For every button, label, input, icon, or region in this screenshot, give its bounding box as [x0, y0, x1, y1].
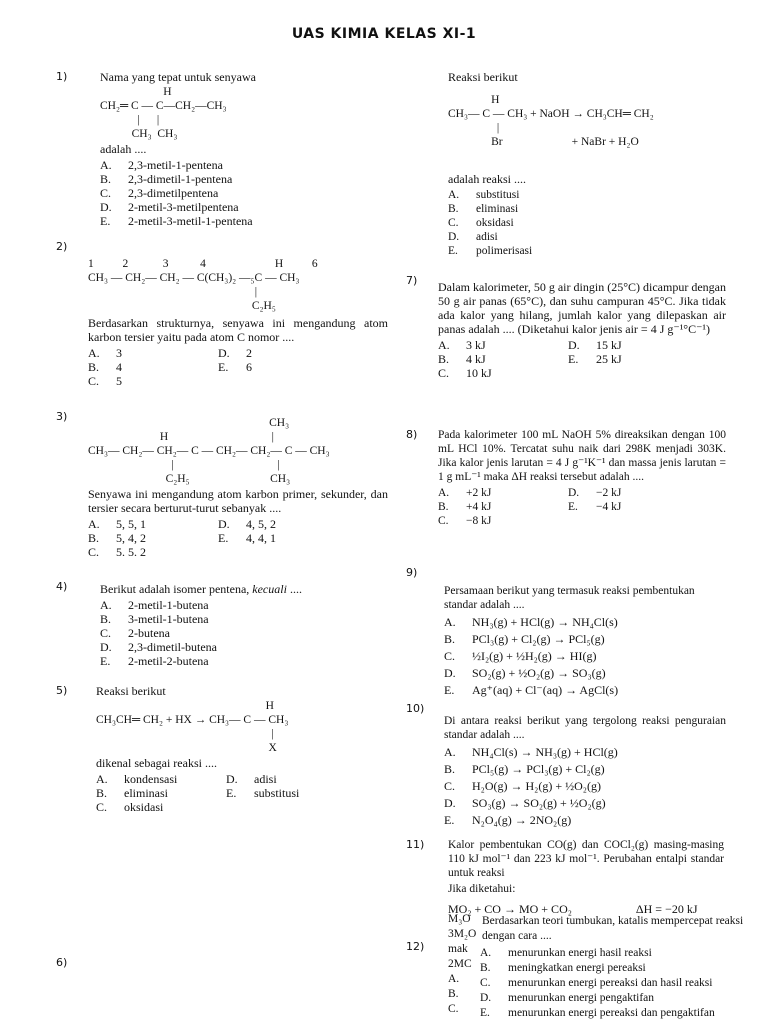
question-tail: adalah reaksi .... — [448, 172, 526, 186]
question-6 — [448, 70, 748, 258]
structure-line: H — [96, 700, 274, 712]
answer-option[interactable]: C. 10 kJ — [438, 366, 492, 380]
question-stem: Di antara reaksi berikut yang tergolong reaksi penguraian standar adalah .... — [444, 715, 726, 741]
question-1 — [100, 70, 400, 228]
question-stem: Berdasarkan teori tumbukan, katalis mempercepat reaksi dengan cara .... — [482, 915, 744, 942]
answer-option[interactable]: D. adisi — [226, 772, 277, 786]
answer-options — [438, 486, 726, 528]
answer-option[interactable]: C. 2-butena — [100, 626, 170, 640]
question-7 — [438, 280, 726, 380]
answer-option[interactable]: D. adisi — [448, 231, 498, 243]
answer-option[interactable]: A. menurunkan energi hasil reaksi — [480, 947, 652, 959]
question-number: 3) — [56, 410, 68, 423]
structure-line: Br + NaBr + H₂O — [448, 136, 639, 148]
answer-option[interactable]: E. 6 — [218, 360, 252, 374]
answer-option[interactable]: C. −8 kJ — [438, 515, 492, 527]
answer-option[interactable]: D. SO₃(g) → SO₂(g) + ½O₂(g) — [444, 796, 606, 810]
structure-line: | — [96, 728, 274, 740]
answer-options — [100, 158, 400, 228]
answer-option[interactable]: E. polimerisasi — [448, 245, 533, 257]
answer-option[interactable]: D. 15 kJ — [568, 338, 622, 352]
answer-option[interactable]: E. 25 kJ — [568, 352, 622, 366]
question-stem: Berdasarkan strukturnya, senyawa ini mengandung atom karbon tersier yaitu pada atom C nomor .... — [88, 316, 388, 344]
structure-line: | — [448, 122, 500, 134]
structure-line: C₂H₅ CH₃ — [88, 473, 291, 485]
answer-option[interactable]: A. kondensasi — [96, 772, 178, 786]
answer-option[interactable]: B. 2,3-dimetil-1-pentena — [100, 172, 233, 186]
question-stem: Senyawa ini mengandung atom karbon primer, sekunder, dan tersier secara berturut-turut sebanyak .... — [88, 487, 388, 515]
answer-option[interactable]: C. oksidasi — [448, 217, 514, 229]
structure-line: H — [100, 86, 172, 98]
structure-line: | | — [100, 114, 160, 126]
answer-option[interactable]: C. 5. 5. 2 — [88, 545, 146, 559]
answer-option[interactable]: E. substitusi — [226, 786, 300, 800]
question-stem: Berikut adalah isomer pentena, kecuali .... — [100, 582, 302, 596]
answer-option[interactable]: B. PCl₃(g) + Cl₂(g) → PCl₅(g) — [444, 632, 605, 646]
answer-option[interactable]: B. meningkatkan energi pereaksi — [480, 962, 646, 974]
structure-line: | | — [88, 459, 280, 471]
question-stem: Kalor pembentukan CO(g) dan COCl₂(g) masing-masing 110 kJ mol⁻¹ dan 223 kJ mol⁻¹. Perubahan entalpi standar untuk reaksi — [448, 839, 724, 879]
answer-options — [96, 772, 396, 814]
answer-option[interactable]: D. 2,3-dimetil-butena — [100, 640, 217, 654]
answer-option[interactable]: A. 3 kJ — [438, 338, 486, 352]
answer-option[interactable]: C. H₂O(g) → H₂(g) + ½O₂(g) — [444, 779, 601, 793]
question-10 — [444, 714, 726, 830]
structure-line: X — [96, 742, 277, 754]
answer-option[interactable]: B. PCl₅(g) → PCl₃(g) + Cl₂(g) — [444, 762, 605, 776]
answer-option[interactable]: E. −4 kJ — [568, 501, 622, 513]
question-number: 6) — [56, 956, 68, 969]
structure-line: CH₃— C — CH₃ + NaOH → CH₃CH═ CH₂ — [448, 108, 654, 120]
answer-option[interactable]: B. 4 kJ — [438, 352, 486, 366]
answer-option[interactable]: A. 5, 5, 1 — [88, 517, 146, 531]
answer-options — [100, 598, 390, 668]
structure-line: CH₃ — [88, 417, 290, 429]
answer-option[interactable]: B. eliminasi — [96, 786, 168, 800]
question-stem: Persamaan berikut yang termasuk reaksi pembentukan standar adalah .... — [444, 585, 695, 611]
answer-option[interactable]: B. 4 — [88, 360, 122, 374]
answer-options — [438, 338, 726, 380]
question-4 — [100, 582, 390, 668]
answer-options — [480, 946, 764, 1021]
answer-options — [88, 517, 388, 559]
answer-option[interactable]: B. 5, 4, 2 — [88, 531, 146, 545]
structure-line: C₂H₅ — [88, 300, 276, 312]
structure-line: CH₂═ C — C—CH₂—CH₃ — [100, 100, 227, 112]
answer-option[interactable]: D. 2 — [218, 346, 252, 360]
answer-option[interactable]: B. 3-metil-1-butena — [100, 612, 209, 626]
question-stem: Nama yang tepat untuk senyawa — [100, 70, 256, 84]
answer-option[interactable]: B. +4 kJ — [438, 501, 492, 513]
answer-option[interactable]: D. −2 kJ — [568, 487, 622, 499]
answer-option[interactable]: D. menurunkan energi pengaktifan — [480, 992, 655, 1004]
answer-option[interactable]: E. Ag⁺(aq) + Cl⁻(aq) → AgCl(s) — [444, 683, 619, 697]
question-tail: dikenal sebagai reaksi .... — [96, 756, 217, 770]
structure-line: CH₃ — CH₂— CH₂ — C(CH₃)₂ —₅C — CH₃ — [88, 272, 300, 284]
question-tail: adalah .... — [100, 142, 147, 156]
question-12 — [482, 914, 764, 1021]
answer-option[interactable]: A. 3 — [88, 346, 122, 360]
question-stem: Pada kalorimeter 100 mL NaOH 5% direaksikan dengan 100 mL HCl 10%. Tercatat suhu naik dari 298K menjadi 303K. Jika kalor jenis larutan = 4 J g⁻¹K⁻¹ dan massa jenis larutan = 1 g mL⁻¹ maka ΔH reaksi tersebut adalah .... — [438, 429, 726, 483]
answer-option[interactable]: C. ½I₂(g) + ½H₂(g) → HI(g) — [444, 649, 597, 663]
question-number: 8) — [406, 428, 418, 441]
answer-option[interactable]: D. 2-metil-3-metilpentena — [100, 200, 239, 214]
question-number: 7) — [406, 274, 418, 287]
answer-options — [448, 188, 748, 258]
structure-line: CH₃— CH₂— CH₂— C — CH₂— CH₂— C — CH₃ — [88, 445, 330, 457]
answer-option[interactable]: C. 2,3-dimetilpentena — [100, 186, 219, 200]
answer-option[interactable]: E. menurunkan energi pereaksi dan pengaktifan — [480, 1007, 715, 1019]
structure-line: CH₃CH═ CH₂ + HX → CH₃— C — CH₃ — [96, 714, 289, 726]
question-stem: Reaksi berikut — [448, 70, 518, 84]
answer-option[interactable]: A. NH₄Cl(s) → NH₃(g) + HCl(g) — [444, 745, 618, 759]
answer-option[interactable]: A. +2 kJ — [438, 487, 492, 499]
answer-option[interactable]: A. NH₃(g) + HCl(g) → NH₄Cl(s) — [444, 615, 618, 629]
answer-option[interactable]: A. 2,3-metil-1-pentena — [100, 158, 223, 172]
answer-option[interactable]: C. menurunkan energi pereaksi dan hasil reaksi — [480, 977, 713, 989]
question-number: 2) — [56, 240, 68, 253]
question-2 — [88, 256, 388, 388]
question-3 — [88, 415, 388, 559]
structure-line: CH₃ CH₃ — [100, 128, 178, 140]
structure-line: H | — [88, 431, 274, 443]
question-stem: Dalam kalorimeter, 50 g air dingin (25°C) dicampur dengan 50 g air panas (65°C), dan suhu campuran 45°C. Jika tidak ada kalor yang hilang, jumlah kalor yang dilepaskan air panas adalah .... (Diketahui kalor jenis air = 4 J g⁻¹°C⁻¹) — [438, 280, 726, 336]
question-11 — [448, 838, 724, 919]
structure-line: 1 2 3 4 H 6 — [88, 258, 318, 270]
answer-option[interactable]: C. 5 — [88, 374, 122, 388]
answer-options — [88, 346, 388, 388]
answer-option[interactable]: E. 2-metil-3-metil-1-pentena — [100, 214, 253, 228]
answer-option[interactable]: A. 2-metil-1-butena — [100, 598, 209, 612]
answer-option[interactable]: E. N₂O₄(g) → 2NO₂(g) — [444, 813, 572, 827]
overlapped-fragment: M₃O 3M₂O mak 2MC A. B. C. — [448, 913, 477, 1015]
question-9 — [444, 584, 726, 700]
answer-option[interactable]: D. SO₂(g) + ½O₂(g) → SO₃(g) — [444, 666, 606, 680]
question-known: Jika diketahui: — [448, 883, 516, 895]
structure-line: | — [88, 286, 258, 298]
answer-option[interactable]: D. 4, 5, 2 — [218, 517, 276, 531]
question-number: 12) — [406, 940, 425, 953]
question-number: 10) — [406, 702, 425, 715]
question-number: 11) — [406, 838, 425, 851]
answer-option[interactable]: E. 2-metil-2-butena — [100, 654, 209, 668]
question-5 — [96, 684, 396, 814]
question-number: 9) — [406, 566, 418, 579]
question-number: 5) — [56, 684, 68, 697]
question-number: 1) — [56, 70, 68, 83]
answer-option[interactable]: B. eliminasi — [448, 203, 519, 215]
question-stem: Reaksi berikut — [96, 684, 166, 698]
answer-option[interactable]: E. 4, 4, 1 — [218, 531, 276, 545]
answer-option[interactable]: A. substitusi — [448, 189, 520, 201]
answer-option[interactable]: C. oksidasi — [96, 800, 164, 814]
question-8 — [438, 428, 726, 528]
page-title: UAS KIMIA KELAS XI-1 — [291, 26, 477, 42]
question-number: 4) — [56, 580, 68, 593]
given-equation: MO₂ + CO → MO + CO₂ ΔH = −20 kJ — [448, 902, 698, 916]
structure-line: H — [448, 94, 500, 106]
